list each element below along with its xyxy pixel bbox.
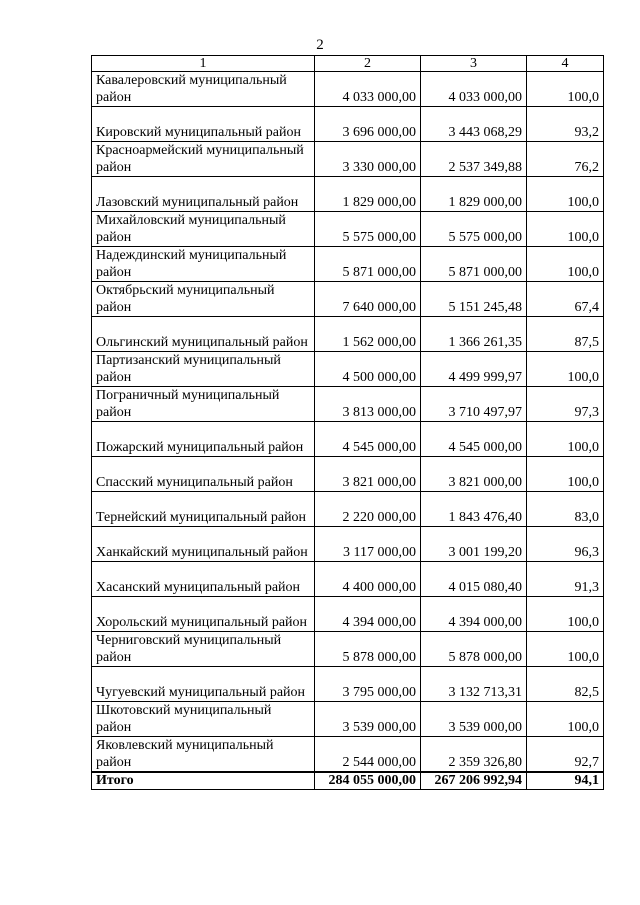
planned-amount: 5 575 000,00	[315, 212, 421, 247]
planned-amount: 2 544 000,00	[315, 737, 421, 773]
execution-percent: 87,5	[527, 317, 604, 352]
actual-amount: 4 015 080,40	[421, 562, 527, 597]
planned-amount: 4 400 000,00	[315, 562, 421, 597]
district-name: Кавалеровский муниципальный район	[92, 72, 315, 107]
planned-amount: 4 500 000,00	[315, 352, 421, 387]
actual-amount: 1 843 476,40	[421, 492, 527, 527]
district-name: Яковлевский муниципальный район	[92, 737, 315, 773]
execution-percent: 100,0	[527, 597, 604, 632]
execution-percent: 100,0	[527, 702, 604, 737]
execution-percent: 100,0	[527, 422, 604, 457]
execution-percent: 76,2	[527, 142, 604, 177]
planned-amount: 3 696 000,00	[315, 107, 421, 142]
execution-percent: 67,4	[527, 282, 604, 317]
column-number-1: 1	[92, 56, 315, 72]
column-number-2: 2	[315, 56, 421, 72]
actual-amount: 3 443 068,29	[421, 107, 527, 142]
planned-amount: 3 795 000,00	[315, 667, 421, 702]
planned-amount: 4 545 000,00	[315, 422, 421, 457]
planned-amount: 1 562 000,00	[315, 317, 421, 352]
planned-amount: 5 878 000,00	[315, 632, 421, 667]
actual-amount: 3 539 000,00	[421, 702, 527, 737]
planned-amount: 2 220 000,00	[315, 492, 421, 527]
district-name: Октябрьский муниципальный район	[92, 282, 315, 317]
actual-amount: 3 132 713,31	[421, 667, 527, 702]
district-name: Чугуевский муниципальный район	[92, 667, 315, 702]
table-row	[92, 352, 604, 387]
execution-percent: 100,0	[527, 247, 604, 282]
planned-amount: 3 117 000,00	[315, 527, 421, 562]
district-name: Пожарский муниципальный район	[92, 422, 315, 457]
execution-percent: 100,0	[527, 632, 604, 667]
actual-amount: 2 359 326,80	[421, 737, 527, 773]
planned-amount: 3 330 000,00	[315, 142, 421, 177]
planned-amount: 4 033 000,00	[315, 72, 421, 107]
district-name: Партизанский муниципальный район	[92, 352, 315, 387]
total-row	[92, 772, 604, 790]
actual-amount: 5 151 245,48	[421, 282, 527, 317]
table-row	[92, 632, 604, 667]
total-planned: 284 055 000,00	[315, 772, 421, 790]
district-name: Пограничный муниципальный район	[92, 387, 315, 422]
district-name: Тернейский муниципальный район	[92, 492, 315, 527]
total-percent: 94,1	[527, 772, 604, 790]
column-number-3: 3	[421, 56, 527, 72]
execution-percent: 100,0	[527, 212, 604, 247]
actual-amount: 5 871 000,00	[421, 247, 527, 282]
table-row	[92, 667, 604, 702]
district-name: Красноармейский муниципальный район	[92, 142, 315, 177]
table-row	[92, 737, 604, 773]
column-number-4: 4	[527, 56, 604, 72]
actual-amount: 1 829 000,00	[421, 177, 527, 212]
page-number: 2	[316, 37, 324, 53]
subsidy-table	[91, 55, 604, 790]
table-row	[92, 422, 604, 457]
table-row	[92, 282, 604, 317]
column-number-row	[92, 56, 604, 72]
table-row	[92, 247, 604, 282]
actual-amount: 4 394 000,00	[421, 597, 527, 632]
execution-percent: 100,0	[527, 72, 604, 107]
table-row	[92, 562, 604, 597]
district-name: Михайловский муниципальный район	[92, 212, 315, 247]
planned-amount: 1 829 000,00	[315, 177, 421, 212]
execution-percent: 83,0	[527, 492, 604, 527]
table-row	[92, 457, 604, 492]
actual-amount: 4 499 999,97	[421, 352, 527, 387]
actual-amount: 5 878 000,00	[421, 632, 527, 667]
planned-amount: 3 821 000,00	[315, 457, 421, 492]
planned-amount: 3 539 000,00	[315, 702, 421, 737]
district-name: Надеждинский муниципальный район	[92, 247, 315, 282]
execution-percent: 91,3	[527, 562, 604, 597]
table-body	[92, 72, 604, 773]
actual-amount: 3 710 497,97	[421, 387, 527, 422]
actual-amount: 4 033 000,00	[421, 72, 527, 107]
table-row	[92, 702, 604, 737]
district-name: Хасанский муниципальный район	[92, 562, 315, 597]
table-row	[92, 107, 604, 142]
planned-amount: 7 640 000,00	[315, 282, 421, 317]
table-row	[92, 597, 604, 632]
actual-amount: 4 545 000,00	[421, 422, 527, 457]
execution-percent: 100,0	[527, 457, 604, 492]
table-row	[92, 177, 604, 212]
district-name: Кировский муниципальный район	[92, 107, 315, 142]
execution-percent: 82,5	[527, 667, 604, 702]
table-row	[92, 142, 604, 177]
execution-percent: 100,0	[527, 352, 604, 387]
district-name: Ольгинский муниципальный район	[92, 317, 315, 352]
planned-amount: 5 871 000,00	[315, 247, 421, 282]
table-row	[92, 317, 604, 352]
table-row	[92, 212, 604, 247]
district-name: Ханкайский муниципальный район	[92, 527, 315, 562]
district-name: Хорольский муниципальный район	[92, 597, 315, 632]
total-actual: 267 206 992,94	[421, 772, 527, 790]
execution-percent: 96,3	[527, 527, 604, 562]
actual-amount: 5 575 000,00	[421, 212, 527, 247]
district-name: Спасский муниципальный район	[92, 457, 315, 492]
table-row	[92, 72, 604, 107]
actual-amount: 3 001 199,20	[421, 527, 527, 562]
actual-amount: 2 537 349,88	[421, 142, 527, 177]
table-row	[92, 527, 604, 562]
planned-amount: 3 813 000,00	[315, 387, 421, 422]
district-name: Черниговский муниципальный район	[92, 632, 315, 667]
planned-amount: 4 394 000,00	[315, 597, 421, 632]
execution-percent: 100,0	[527, 177, 604, 212]
actual-amount: 3 821 000,00	[421, 457, 527, 492]
district-name: Шкотовский муниципальный район	[92, 702, 315, 737]
actual-amount: 1 366 261,35	[421, 317, 527, 352]
district-name: Лазовский муниципальный район	[92, 177, 315, 212]
execution-percent: 97,3	[527, 387, 604, 422]
total-label: Итого	[92, 772, 315, 790]
execution-percent: 93,2	[527, 107, 604, 142]
table-row	[92, 492, 604, 527]
execution-percent: 92,7	[527, 737, 604, 773]
table-row	[92, 387, 604, 422]
